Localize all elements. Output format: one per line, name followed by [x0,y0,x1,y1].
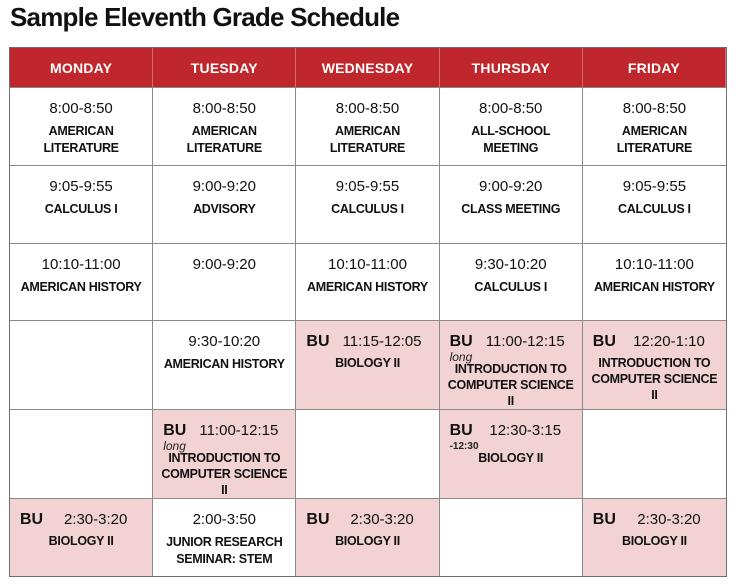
class-time: 11:15-12:05 [342,333,422,351]
class-time: 10:10-11:00 [328,255,407,273]
bu-note: long [449,350,473,365]
schedule-cell-wednesday-6 [296,498,439,576]
schedule-cell-wednesday-2 [296,165,439,243]
class-time: 10:10-11:00 [614,255,694,273]
schedule-cell-monday-6 [10,498,153,576]
class-subject: AMERICAN LITERATURE [43,124,119,155]
class-subject: AMERICAN LITERATURE [616,124,693,155]
class-time: 8:00-8:50 [335,100,400,117]
header-tuesday: TUESDAY [153,48,296,87]
schedule-table [9,47,727,577]
schedule-cell-friday-1 [583,87,726,165]
header-wednesday: WEDNESDAY [296,48,439,87]
schedule-cell-tuesday-2 [153,165,296,243]
bu-note: -12:30 [449,441,479,453]
class-subject: INTRODUCTION TO COMPUTER SCIENCE II [591,356,718,403]
schedule-cell-tuesday-6 [153,498,296,576]
schedule-cell-tuesday-5 [153,409,296,498]
schedule-cell-thursday-2 [440,165,583,243]
class-time: 2:30-3:20 [637,511,701,529]
class-time: 12:20-1:10 [633,333,705,351]
bu-tag: BU [592,333,616,351]
class-subject: ADVISORY [193,201,256,216]
class-subject: BIOLOGY II [335,534,400,549]
class-subject: CLASS MEETING [461,201,561,216]
schedule-cell-wednesday-1 [296,87,439,165]
class-time: 9:00-9:20 [192,255,256,273]
schedule-cell-tuesday-1 [153,87,296,165]
class-subject: INTRODUCTION TO COMPUTER SCIENCE II [447,362,574,409]
page-title: Sample Eleventh Grade Schedule [10,2,400,32]
class-time: 8:00-8:50 [622,100,687,117]
schedule-cell-friday-6 [583,498,726,576]
class-time: 10:10-11:00 [41,255,121,273]
schedule-cell-wednesday-4 [296,320,439,409]
class-subject: ALL-SCHOOL MEETING [471,124,551,155]
class-time: 9:05-9:55 [49,177,113,195]
schedule-cell-tuesday-3 [153,243,296,321]
header-monday: MONDAY [10,48,153,87]
schedule-cell-friday-2 [583,165,726,243]
schedule-cell-thursday-3 [440,243,583,321]
schedule-cell-monday-5 [10,409,153,498]
bu-tag: BU [449,422,473,440]
schedule-cell-friday-3 [583,243,726,321]
schedule-cell-monday-2 [10,165,153,243]
schedule-cell-thursday-6 [440,498,583,576]
class-subject: AMERICAN LITERATURE [329,124,406,155]
schedule-cell-monday-4 [10,320,153,409]
class-subject: INTRODUCTION TO COMPUTER SCIENCE II [161,451,288,498]
schedule-cell-monday-3 [10,243,153,321]
bu-tag: BU [306,333,330,351]
schedule-cell-friday-4 [583,320,726,409]
header-friday: FRIDAY [583,48,726,87]
header-thursday: THURSDAY [440,48,583,87]
class-time: 2:30-3:20 [63,511,128,529]
class-time: 8:00-8:50 [479,100,543,117]
class-subject: BIOLOGY II [621,534,687,549]
schedule-cell-friday-5 [583,409,726,498]
class-subject: BIOLOGY II [478,451,544,466]
class-time: 9:00-9:20 [479,177,543,195]
schedule-cell-thursday-4 [440,320,583,409]
class-subject: BIOLOGY II [48,534,114,549]
class-time: 2:00-3:50 [192,511,256,529]
class-time: 9:00-9:20 [192,177,256,195]
bu-tag: BU [163,422,187,440]
class-time: 11:00-12:15 [485,333,565,351]
class-time: 9:30-10:20 [474,255,547,273]
bu-tag: BU [306,511,330,529]
schedule-cell-wednesday-3 [296,243,439,321]
class-subject: JUNIOR RESEARCH SEMINAR: STEM [166,535,283,567]
schedule-cell-thursday-5 [440,409,583,498]
schedule-cell-thursday-1 [440,87,583,165]
class-subject: CALCULUS I [331,201,404,216]
class-subject: CALCULUS I [474,279,548,294]
bu-tag: BU [20,511,44,529]
class-time: 9:05-9:55 [335,177,400,195]
class-subject: BIOLOGY II [335,356,400,371]
schedule-cell-tuesday-4 [153,320,296,409]
schedule-cell-monday-1 [10,87,153,165]
bu-tag: BU [592,511,616,529]
class-subject: CALCULUS I [44,201,118,216]
class-time: 9:05-9:55 [622,177,687,195]
class-time: 9:30-10:20 [188,333,261,351]
class-subject: CALCULUS I [618,201,691,216]
bu-note: long [163,439,186,454]
class-time: 12:30-3:15 [489,422,562,440]
class-subject: AMERICAN HISTORY [307,279,428,294]
bu-tag: BU [449,333,473,351]
class-subject: AMERICAN LITERATURE [186,124,262,155]
schedule-cell-wednesday-5 [296,409,439,498]
class-time: 8:00-8:50 [192,100,256,117]
class-time: 11:00-12:15 [199,422,279,440]
class-time: 8:00-8:50 [49,100,113,117]
class-time: 2:30-3:20 [350,511,414,529]
class-subject: AMERICAN HISTORY [20,279,142,294]
class-subject: AMERICAN HISTORY [163,357,285,372]
class-subject: AMERICAN HISTORY [593,279,715,294]
